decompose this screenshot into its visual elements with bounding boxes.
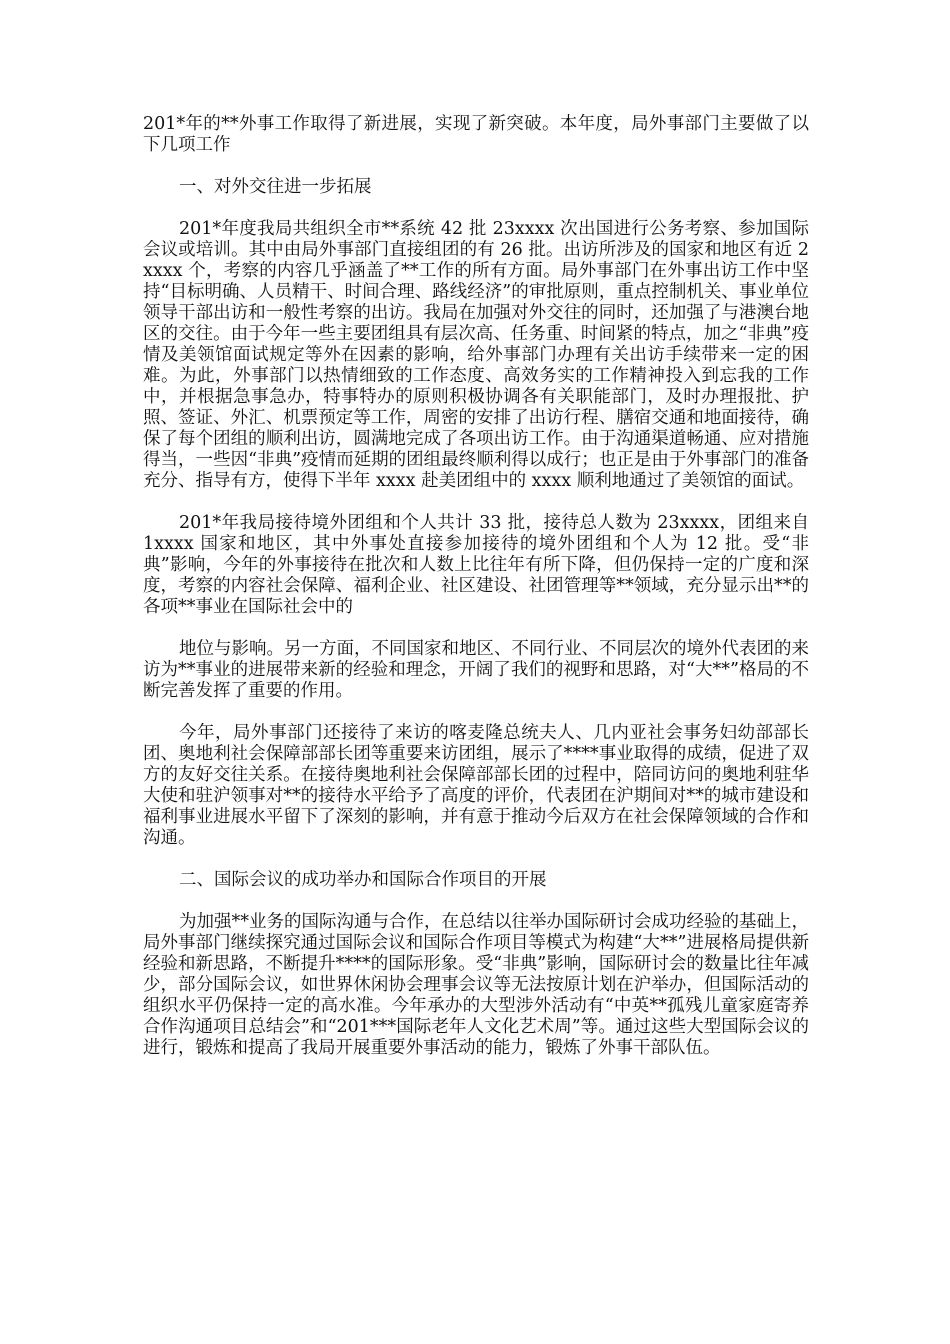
- paragraph-important-visitors: 今年，局外事部门还接待了来访的喀麦隆总统夫人、几内亚社会事务妇幼部部长团、奥地利社会保障部部长团等重要来访团组，展示了****事业取得的成绩，促进了双方的友好交往关系。在接待奥地利社会保障部部长团的过程中，陪同访问的奥地利驻华大使和驻沪领事对**的接待水平给予了高度的评价，代表团在沪期间对**的城市建设和福利事业进展水平留下了深刻的影响，并有意于推动今后双方在社会保障领域的合作和沟通。: [143, 723, 809, 848]
- paragraph-inbound-reception: 201*年我局接待境外团组和个人共计 33 批，接待总人数为 23xxxx，团组来自 1xxxx 国家和地区，其中外事处直接参加接待的境外团组和个人为 12 批。受“非典”影响，今年的外事接待在批次和人数上比往年有所下降，但仍保持一定的广度和深度，考察的内容社会保障、福利企业、社区建设、社团管理等**领域，充分显示出**的各项**事业在国际社会中的: [143, 513, 809, 617]
- section-heading-1: 一、对外交往进一步拓展: [179, 177, 372, 197]
- paragraph-international-conferences: 为加强**业务的国际沟通与合作，在总结以往举办国际研讨会成功经验的基础上，局外事部门继续探究通过国际会议和国际合作项目等模式为构建“大**”进展格局提供新经验和新思路，不断提升****的国际形象。受“非典”影响，国际研讨会的数量比往年减少，部分国际会议，如世界休闲协会理事会议等无法按原计划在沪举办，但国际活动的组织水平仍保持一定的高水准。今年承办的大型涉外活动有“中英**孤残儿童家庭寄养合作沟通项目总结会”和“201***国际老年人文化艺术周”等。通过这些大型国际会议的进行，锻炼和提高了我局开展重要外事活动的能力，锻炼了外事干部队伍。: [143, 912, 809, 1058]
- intro-paragraph: 201*年的**外事工作取得了新进展，实现了新突破。本年度，局外事部门主要做了以下几项工作: [143, 114, 809, 155]
- document-body: [143, 114, 809, 1080]
- paragraph-outbound-visits: 201*年度我局共组织全市**系统 42 批 23xxxx 次出国进行公务考察、参加国际会议或培训。其中由局外事部门直接组团的有 26 批。出访所涉及的国家和地区有近 2xxxx 个，考察的内容几乎涵盖了**工作的所有方面。局外事部门在外事出访工作中坚持“目标明确、人员精干、时间合理、路线经济”的审批原则，重点控制机关、事业单位领导干部出访和一般性考察的出访。我局在加强对外交往的同时，还加强了与港澳台地区的交往。由于今年一些主要团组具有层次高、任务重、时间紧的特点，加之“非典”疫情及美领馆面试规定等外在因素的影响，给外事部门办理有关出访手续带来一定的困难。为此，外事部门以热情细致的工作态度、高效务实的工作精神投入到忘我的工作中，并根据急事急办，特事特办的原则积极协调各有关职能部门，及时办理报批、护照、签证、外汇、机票预定等工作，周密的安排了出访行程、膳宿交通和地面接待，确保了每个团组的顺利出访，圆满地完成了各项出访工作。由于沟通渠道畅通、应对措施得当，一些因“非典”疫情而延期的团组最终顺利得以成行；也正是由于外事部门的准备充分、指导有方，使得下半年 xxxx 赴美团组中的 xxxx 顺利地通过了美领馆的面试。: [143, 219, 809, 491]
- section-heading-2: 二、国际会议的成功举办和国际合作项目的开展: [179, 870, 547, 890]
- paragraph-status-influence: 地位与影响。另一方面，不同国家和地区、不同行业、不同层次的境外代表团的来访为**事业的进展带来新的经验和理念，开阔了我们的视野和思路，对“大**”格局的不断完善发挥了重要的作用。: [143, 639, 809, 701]
